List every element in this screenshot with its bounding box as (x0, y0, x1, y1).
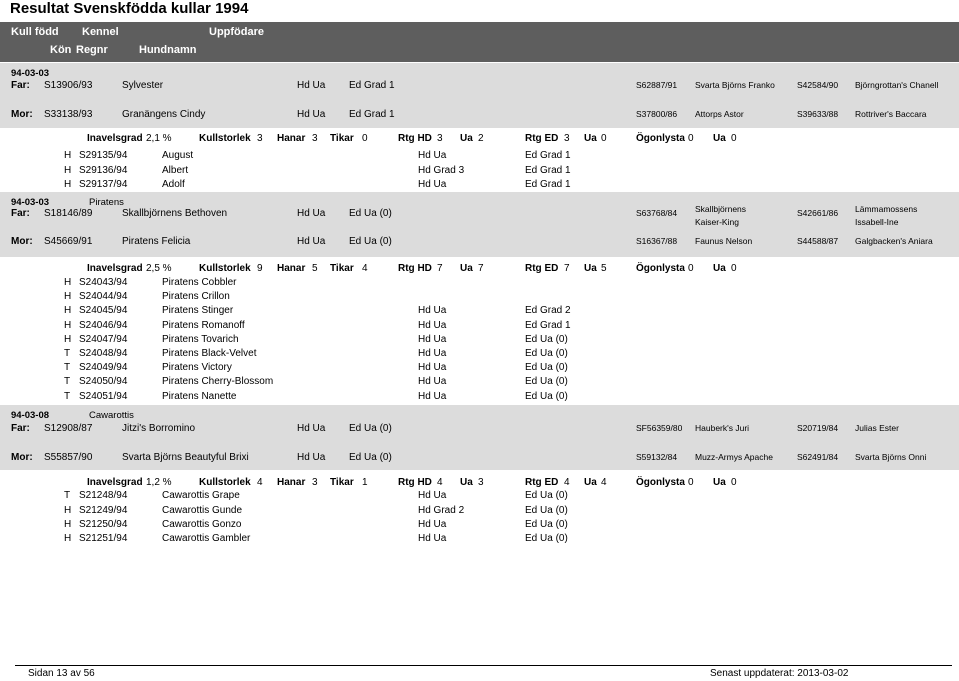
stat-label-inavelsgrad: Inavelsgrad (87, 477, 143, 488)
far-regnr: S13906/93 (44, 80, 93, 91)
stat-inavelsgrad: 2,1 % (146, 133, 172, 144)
pup-regnr: S29135/94 (79, 150, 128, 161)
stat-tikar: 4 (362, 263, 368, 274)
pup-ed: Ed Ua (0) (525, 391, 568, 402)
far-ed: Ed Grad 1 (349, 80, 395, 91)
pup-regnr: S21250/94 (79, 519, 128, 530)
mor-mother-regnr: S44588/87 (797, 236, 839, 246)
pup-hd: Hd Ua (418, 320, 447, 331)
pup-row (0, 519, 959, 533)
stat-rtg-hd: 7 (437, 263, 443, 274)
stat-ua-ed: 5 (601, 263, 607, 274)
stat-label-rtg-ed: Rtg ED (525, 133, 559, 144)
stat-label-tikar: Tikar (330, 477, 354, 488)
stat-ua-hd: 7 (478, 263, 484, 274)
mor-hd: Hd Ua (297, 452, 326, 463)
stat-hanar: 3 (312, 477, 318, 488)
pup-row (0, 533, 959, 547)
litter-kennel: Cawarottis (89, 410, 134, 421)
stat-kullstorlek: 3 (257, 133, 263, 144)
stat-rtg-ed: 7 (564, 263, 570, 274)
mor-regnr: S33138/93 (44, 109, 93, 120)
stat-ua-og: 0 (731, 477, 737, 488)
pup-regnr: S29136/94 (79, 165, 128, 176)
far-mother-name: Lämmamossens (855, 204, 918, 214)
pup-hd: Hd Ua (418, 179, 447, 190)
stat-label-ua-og: Ua (713, 477, 726, 488)
stat-kullstorlek: 9 (257, 263, 263, 274)
pup-name: Adolf (162, 179, 185, 190)
stat-label-ua-og: Ua (713, 263, 726, 274)
pup-sex: H (64, 505, 72, 516)
far-hd: Hd Ua (297, 423, 326, 434)
pup-regnr: S29137/94 (79, 179, 128, 190)
pup-regnr: S21249/94 (79, 505, 128, 516)
column-header-bar (0, 22, 959, 62)
mor-regnr: S45669/91 (44, 236, 93, 247)
pup-sex: H (64, 533, 72, 544)
stat-rtg-ed: 3 (564, 133, 570, 144)
mor-mother-name: Galgbacken's Aniara (855, 236, 933, 246)
stat-ua-hd: 2 (478, 133, 484, 144)
far-mother-name: Björngrottan's Chanell (855, 80, 939, 90)
stat-rtg-ed: 4 (564, 477, 570, 488)
stat-label-kullstorlek: Kullstorlek (199, 477, 251, 488)
pup-sex: H (64, 165, 72, 176)
pup-hd: Hd Ua (418, 150, 447, 161)
mor-hd: Hd Ua (297, 236, 326, 247)
pup-ed: Ed Ua (0) (525, 519, 568, 530)
pup-row (0, 391, 959, 405)
far-name: Sylvester (122, 80, 164, 91)
mor-mother-name: Svarta Björns Onni (855, 452, 927, 462)
header-kull-fodd: Kull född (11, 26, 59, 38)
pup-row (0, 305, 959, 319)
pup-row (0, 376, 959, 390)
stat-tikar: 0 (362, 133, 368, 144)
pup-ed: Ed Ua (0) (525, 334, 568, 345)
litter-date: 94-03-08 (11, 410, 50, 421)
mor-ed: Ed Ua (0) (349, 236, 392, 247)
far-label: Far: (11, 80, 30, 91)
pup-sex: H (64, 519, 72, 530)
stat-label-ogonlysta: Ögonlysta (636, 263, 685, 274)
pup-sex: T (64, 490, 71, 501)
stat-label-rtg-hd: Rtg HD (398, 133, 432, 144)
page-title: Resultat Svenskfödda kullar 1994 (10, 0, 249, 17)
pup-row (0, 320, 959, 334)
mor-ed: Ed Grad 1 (349, 109, 395, 120)
pup-hd: Hd Ua (418, 490, 447, 501)
pup-hd: Hd Ua (418, 519, 447, 530)
stat-kullstorlek: 4 (257, 477, 263, 488)
header-kennel: Kennel (82, 26, 119, 38)
stat-ogonlysta: 0 (688, 263, 694, 274)
stat-ogonlysta: 0 (688, 133, 694, 144)
pup-sex: T (64, 348, 71, 359)
pup-name: Cawarottis Gambler (162, 533, 251, 544)
far-name: Skallbjörnens Bethoven (122, 208, 228, 219)
stat-label-rtg-ed: Rtg ED (525, 477, 559, 488)
pup-hd: Hd Ua (418, 348, 447, 359)
stat-label-rtg-ed: Rtg ED (525, 263, 559, 274)
pup-hd: Hd Ua (418, 305, 447, 316)
stat-label-hanar: Hanar (277, 477, 306, 488)
stat-label-ua-hd: Ua (460, 477, 473, 488)
pup-hd: Hd Ua (418, 376, 447, 387)
far-regnr: S18146/89 (44, 208, 93, 219)
pup-sex: H (64, 179, 72, 190)
pup-sex: H (64, 305, 72, 316)
stat-label-hanar: Hanar (277, 263, 306, 274)
mor-father-name: Muzz-Armys Apache (695, 452, 773, 462)
pup-sex: H (64, 291, 72, 302)
stat-ua-ed: 4 (601, 477, 607, 488)
pup-row (0, 291, 959, 305)
pup-name: Piratens Cobbler (162, 277, 237, 288)
stat-label-hanar: Hanar (277, 133, 306, 144)
pup-sex: H (64, 150, 72, 161)
stat-label-inavelsgrad: Inavelsgrad (87, 133, 143, 144)
pup-name: Piratens Crillon (162, 291, 230, 302)
pup-name: Piratens Victory (162, 362, 232, 373)
pup-name: Cawarottis Grape (162, 490, 240, 501)
pup-ed: Ed Grad 2 (525, 305, 571, 316)
mor-father-name: Faunus Nelson (695, 236, 753, 246)
stat-label-ogonlysta: Ögonlysta (636, 133, 685, 144)
pup-row (0, 277, 959, 291)
header-regnr: Regnr (76, 44, 108, 56)
pup-ed: Ed Ua (0) (525, 376, 568, 387)
pup-regnr: S21248/94 (79, 490, 128, 501)
stat-ua-hd: 3 (478, 477, 484, 488)
far-father-regnr: SF56359/80 (636, 423, 683, 433)
stat-tikar: 1 (362, 477, 368, 488)
stat-label-ogonlysta: Ögonlysta (636, 477, 685, 488)
far-mother-regnr: S20719/84 (797, 423, 839, 433)
mor-name: Svarta Björns Beautyful Brixi (122, 452, 249, 463)
pup-hd: Hd Grad 2 (418, 505, 465, 516)
pup-hd: Hd Ua (418, 334, 447, 345)
pup-ed: Ed Grad 1 (525, 320, 571, 331)
pup-regnr: S24049/94 (79, 362, 128, 373)
pup-name: Piratens Nanette (162, 391, 237, 402)
far-label: Far: (11, 208, 30, 219)
far-father-name-2: Kaiser-King (695, 217, 739, 227)
pup-sex: H (64, 334, 72, 345)
far-ed: Ed Ua (0) (349, 423, 392, 434)
pup-ed: Ed Ua (0) (525, 505, 568, 516)
pup-name: Cawarottis Gonzo (162, 519, 242, 530)
far-hd: Hd Ua (297, 80, 326, 91)
mor-father-regnr: S16367/88 (636, 236, 678, 246)
pup-hd: Hd Ua (418, 533, 447, 544)
mor-name: Piratens Felicia (122, 236, 191, 247)
pup-row (0, 505, 959, 519)
pup-hd: Hd Ua (418, 362, 447, 373)
pup-name: August (162, 150, 194, 161)
stat-ogonlysta: 0 (688, 477, 694, 488)
stat-label-ua-ed: Ua (584, 477, 597, 488)
stat-label-ua-hd: Ua (460, 263, 473, 274)
stat-label-rtg-hd: Rtg HD (398, 263, 432, 274)
pup-regnr: S24044/94 (79, 291, 128, 302)
pup-ed: Ed Ua (0) (525, 533, 568, 544)
header-kon: Kön (50, 44, 72, 56)
pup-name: Piratens Tovarich (162, 334, 239, 345)
litter-date: 94-03-03 (11, 197, 50, 208)
far-label: Far: (11, 423, 30, 434)
pup-row (0, 490, 959, 504)
pup-name: Piratens Cherry-Blossom (162, 376, 274, 387)
stat-label-inavelsgrad: Inavelsgrad (87, 263, 143, 274)
stat-inavelsgrad: 1,2 % (146, 477, 172, 488)
mor-name: Granängens Cindy (122, 109, 206, 120)
mor-ed: Ed Ua (0) (349, 452, 392, 463)
footer-divider (15, 665, 952, 666)
stat-label-kullstorlek: Kullstorlek (199, 133, 251, 144)
pup-ed: Ed Ua (0) (525, 348, 568, 359)
pup-regnr: S24045/94 (79, 305, 128, 316)
pup-name: Piratens Black-Velvet (162, 348, 257, 359)
header-hundnamn: Hundnamn (139, 44, 197, 56)
pup-ed: Ed Grad 1 (525, 165, 571, 176)
far-mother-regnr: S42584/90 (797, 80, 839, 90)
far-father-name: Svarta Björns Franko (695, 80, 775, 90)
far-name: Jitzi's Borromino (122, 423, 196, 434)
far-father-regnr: S62887/91 (636, 80, 678, 90)
stat-label-ua-ed: Ua (584, 263, 597, 274)
pup-sex: T (64, 362, 71, 373)
stat-rtg-hd: 4 (437, 477, 443, 488)
pup-name: Piratens Stinger (162, 305, 234, 316)
pup-row (0, 348, 959, 362)
stat-label-tikar: Tikar (330, 133, 354, 144)
far-mother-name-2: Issabell-Ine (855, 217, 899, 227)
far-mother-regnr: S42661/86 (797, 208, 839, 218)
stat-ua-og: 0 (731, 133, 737, 144)
far-father-regnr: S63768/84 (636, 208, 678, 218)
pup-name: Piratens Romanoff (162, 320, 245, 331)
page-number: Sidan 13 av 56 (28, 668, 95, 679)
pup-row (0, 165, 959, 179)
pup-regnr: S24047/94 (79, 334, 128, 345)
pup-name: Cawarottis Gunde (162, 505, 243, 516)
pup-ed: Ed Ua (0) (525, 362, 568, 373)
pup-row (0, 334, 959, 348)
pup-regnr: S24043/94 (79, 277, 128, 288)
litter-date: 94-03-03 (11, 68, 50, 79)
pup-regnr: S21251/94 (79, 533, 128, 544)
stat-rtg-hd: 3 (437, 133, 443, 144)
pup-sex: T (64, 376, 71, 387)
stat-label-ua-hd: Ua (460, 133, 473, 144)
stat-label-ua-og: Ua (713, 133, 726, 144)
pup-row (0, 362, 959, 376)
pup-regnr: S24051/94 (79, 391, 128, 402)
stat-label-tikar: Tikar (330, 263, 354, 274)
far-hd: Hd Ua (297, 208, 326, 219)
pup-hd: Hd Grad 3 (418, 165, 465, 176)
pup-ed: Ed Grad 1 (525, 179, 571, 190)
pup-regnr: S24046/94 (79, 320, 128, 331)
pup-name: Albert (162, 165, 189, 176)
mor-regnr: S55857/90 (44, 452, 93, 463)
stat-label-rtg-hd: Rtg HD (398, 477, 432, 488)
mor-label: Mor: (11, 236, 33, 247)
mor-label: Mor: (11, 452, 33, 463)
pup-regnr: S24048/94 (79, 348, 128, 359)
pup-row (0, 179, 959, 193)
mor-father-regnr: S59132/84 (636, 452, 678, 462)
mor-mother-regnr: S39633/88 (797, 109, 839, 119)
stat-label-kullstorlek: Kullstorlek (199, 263, 251, 274)
litter-kennel: Piratens (89, 197, 124, 208)
pup-sex: T (64, 391, 71, 402)
mor-hd: Hd Ua (297, 109, 326, 120)
stat-ua-ed: 0 (601, 133, 607, 144)
mor-father-regnr: S37800/86 (636, 109, 678, 119)
mor-father-name: Attorps Astor (695, 109, 744, 119)
far-mother-name: Julias Ester (855, 423, 899, 433)
mor-mother-name: Rottriver's Baccara (855, 109, 927, 119)
pup-hd: Hd Ua (418, 391, 447, 402)
stat-hanar: 3 (312, 133, 318, 144)
far-father-name: Hauberk's Juri (695, 423, 750, 433)
mor-label: Mor: (11, 109, 33, 120)
far-father-name: Skallbjörnens (695, 204, 747, 214)
litter-parents-band (0, 192, 959, 257)
pup-sex: H (64, 320, 72, 331)
pup-regnr: S24050/94 (79, 376, 128, 387)
mor-mother-regnr: S62491/84 (797, 452, 839, 462)
pup-sex: H (64, 277, 72, 288)
pup-row (0, 150, 959, 164)
header-uppfodare: Uppfödare (209, 26, 264, 38)
stat-hanar: 5 (312, 263, 318, 274)
pup-ed: Ed Ua (0) (525, 490, 568, 501)
stat-ua-og: 0 (731, 263, 737, 274)
far-regnr: S12908/87 (44, 423, 93, 434)
stat-label-ua-ed: Ua (584, 133, 597, 144)
stat-inavelsgrad: 2,5 % (146, 263, 172, 274)
pup-ed: Ed Grad 1 (525, 150, 571, 161)
far-ed: Ed Ua (0) (349, 208, 392, 219)
last-updated: Senast uppdaterat: 2013-03-02 (710, 668, 849, 679)
